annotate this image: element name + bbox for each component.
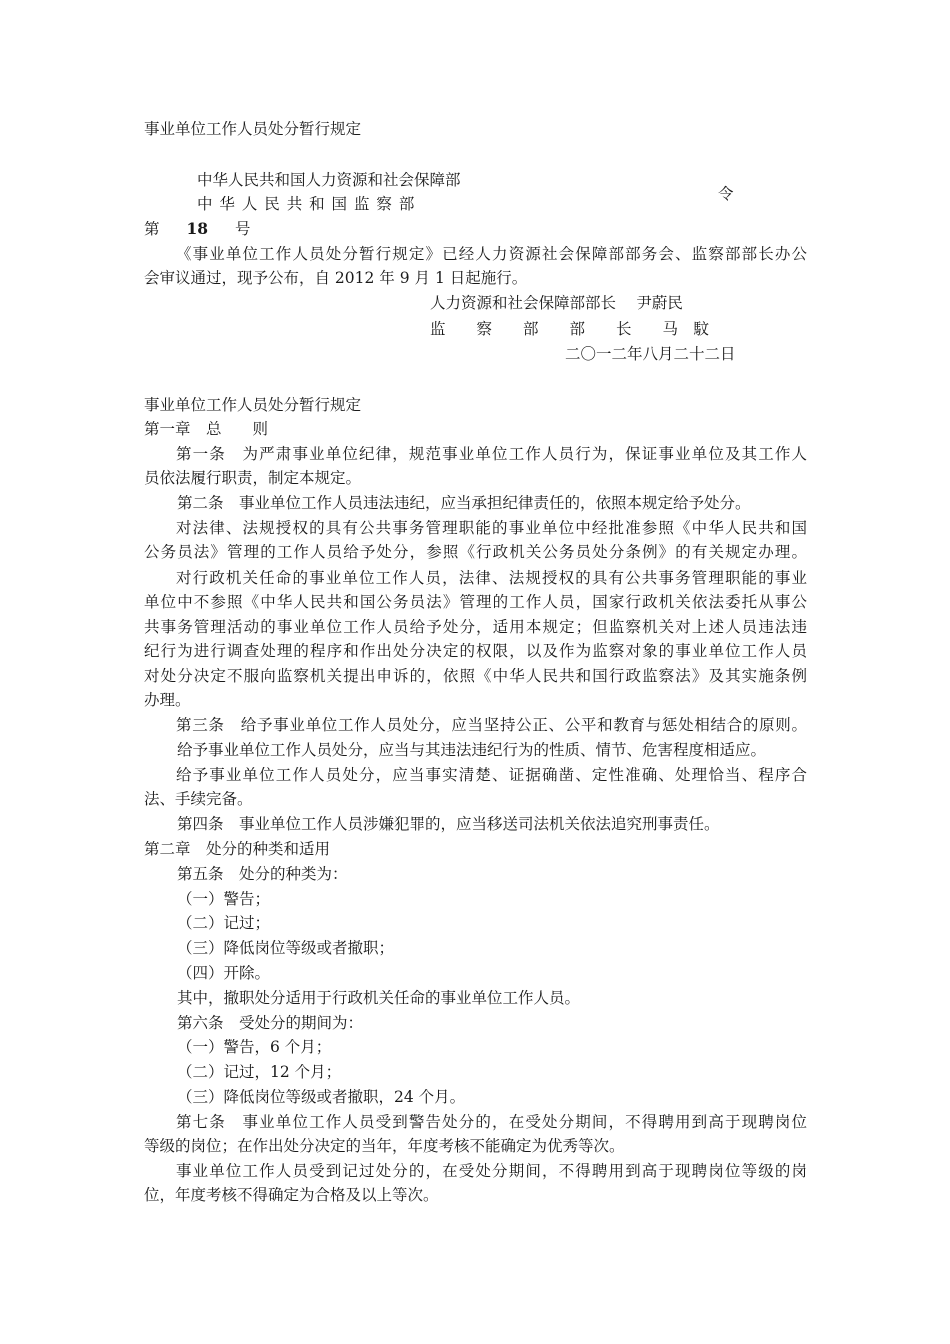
- decree-number-suffix: 号: [234, 220, 251, 238]
- article-1-line-1: 第一条 为严肃事业单位纪律，规范事业单位工作人员行为，保证事业单位及其工作人: [176, 445, 807, 463]
- article-5-item-3: （三）降低岗位等级或者撤职；: [177, 939, 395, 957]
- article-3-line-1: 第三条 给予事业单位工作人员处分，应当坚持公正、公平和教育与惩处相结合的原则。: [176, 716, 807, 734]
- issuing-authority-2: 中 华 人 民 共 和 国 监 察 部: [197, 195, 416, 213]
- decree-number: [144, 218, 250, 240]
- chapter-2-heading: 第二章 处分的种类和适用: [144, 840, 331, 858]
- article-3-para-2: 给予事业单位工作人员处分，应当与其违法违纪行为的性质、情节、危害程度相适应。: [177, 741, 767, 759]
- announcement-line-2: 会审议通过，现予公布，自 2012 年 9 月 1 日起施行。: [144, 269, 528, 287]
- article-2-para-3-line-4: 纪行为进行调查处理的程序和作出处分决定的权限，以及作为监察对象的事业单位工作人员: [144, 642, 807, 660]
- decree-number-value: 18: [186, 219, 209, 238]
- article-2-line-1: 第二条 事业单位工作人员违法违纪，应当承担纪律责任的，依照本规定给予处分。: [177, 494, 751, 512]
- article-6: 第六条 受处分的期间为：: [177, 1014, 364, 1032]
- article-4: 第四条 事业单位工作人员涉嫌犯罪的，应当移送司法机关依法追究刑事责任。: [177, 815, 720, 833]
- article-7-para-2-line-2: 位，年度考核不得确定为合格及以上等次。: [144, 1186, 439, 1204]
- article-3-para-3-line-1: 给予事业单位工作人员处分，应当事实清楚、证据确凿、定性准确、处理恰当、程序合: [176, 766, 807, 784]
- article-2-para-3-line-6: 办理。: [144, 691, 191, 709]
- article-6-item-3: （三）降低岗位等级或者撤职，24 个月。: [177, 1088, 466, 1106]
- article-7-para-2-line-1: 事业单位工作人员受到记过处分的，在受处分期间，不得聘用到高于现聘岗位等级的岗: [176, 1162, 807, 1180]
- announcement-line-1: 《事业单位工作人员处分暂行规定》已经人力资源社会保障部部务会、监察部部长办公: [176, 245, 807, 263]
- article-2-para-3-line-3: 共事务管理活动的事业单位工作人员给予处分，适用本规定；但监察机关对上述人员违法违: [144, 618, 807, 636]
- article-5-note: 其中，撤职处分适用于行政机关任命的事业单位工作人员。: [177, 989, 581, 1007]
- article-2-para-2-line-2: 公务员法》管理的工作人员给予处分，参照《行政机关公务员处分条例》的有关规定办理。: [144, 543, 807, 561]
- article-5-item-1: （一）警告；: [177, 890, 271, 908]
- decree-number-prefix: 第: [144, 220, 160, 238]
- article-2-para-3-line-5: 对处分决定不服向监察机关提出申诉的，依照《中华人民共和国行政监察法》及其实施条例: [144, 667, 807, 685]
- issuing-authority-1: 中华人民共和国人力资源和社会保障部: [197, 171, 461, 189]
- article-7-line-1: 第七条 事业单位工作人员受到警告处分的，在受处分期间，不得聘用到高于现聘岗位: [176, 1113, 807, 1131]
- article-5-item-4: （四）开除。: [177, 964, 271, 982]
- article-7-line-2: 等级的岗位；在作出处分决定的当年，年度考核不能确定为优秀等次。: [144, 1137, 625, 1155]
- article-3-para-3-line-2: 法、手续完备。: [144, 790, 253, 808]
- article-6-item-2: （二）记过，12 个月；: [177, 1063, 342, 1081]
- signature-minister-hrss: 人力资源和社会保障部部长 尹蔚民: [430, 294, 683, 312]
- signature-date: 二〇一二年八月二十二日: [565, 345, 736, 363]
- article-5: 第五条 处分的种类为：: [177, 865, 348, 883]
- article-6-item-1: （一）警告，6 个月；: [177, 1038, 332, 1056]
- regulation-title: 事业单位工作人员处分暂行规定: [144, 396, 362, 414]
- article-2-para-3-line-1: 对行政机关任命的事业单位工作人员，法律、法规授权的具有公共事务管理职能的事业: [176, 569, 807, 587]
- chapter-1-heading: 第一章 总 则: [144, 420, 269, 438]
- decree-label: 令: [718, 185, 734, 203]
- signature-minister-supervision: 监 察 部 部 长 马 馼: [430, 320, 710, 338]
- article-2-para-2-line-1: 对法律、法规授权的具有公共事务管理职能的事业单位中经批准参照《中华人民共和国: [176, 519, 807, 537]
- article-2-para-3-line-2: 单位中不参照《中华人民共和国公务员法》管理的工作人员，国家行政机关依法委托从事公: [144, 593, 807, 611]
- article-5-item-2: （二）记过；: [177, 914, 271, 932]
- document-title: 事业单位工作人员处分暂行规定: [144, 120, 362, 138]
- article-1-line-2: 员依法履行职责，制定本规定。: [144, 469, 362, 487]
